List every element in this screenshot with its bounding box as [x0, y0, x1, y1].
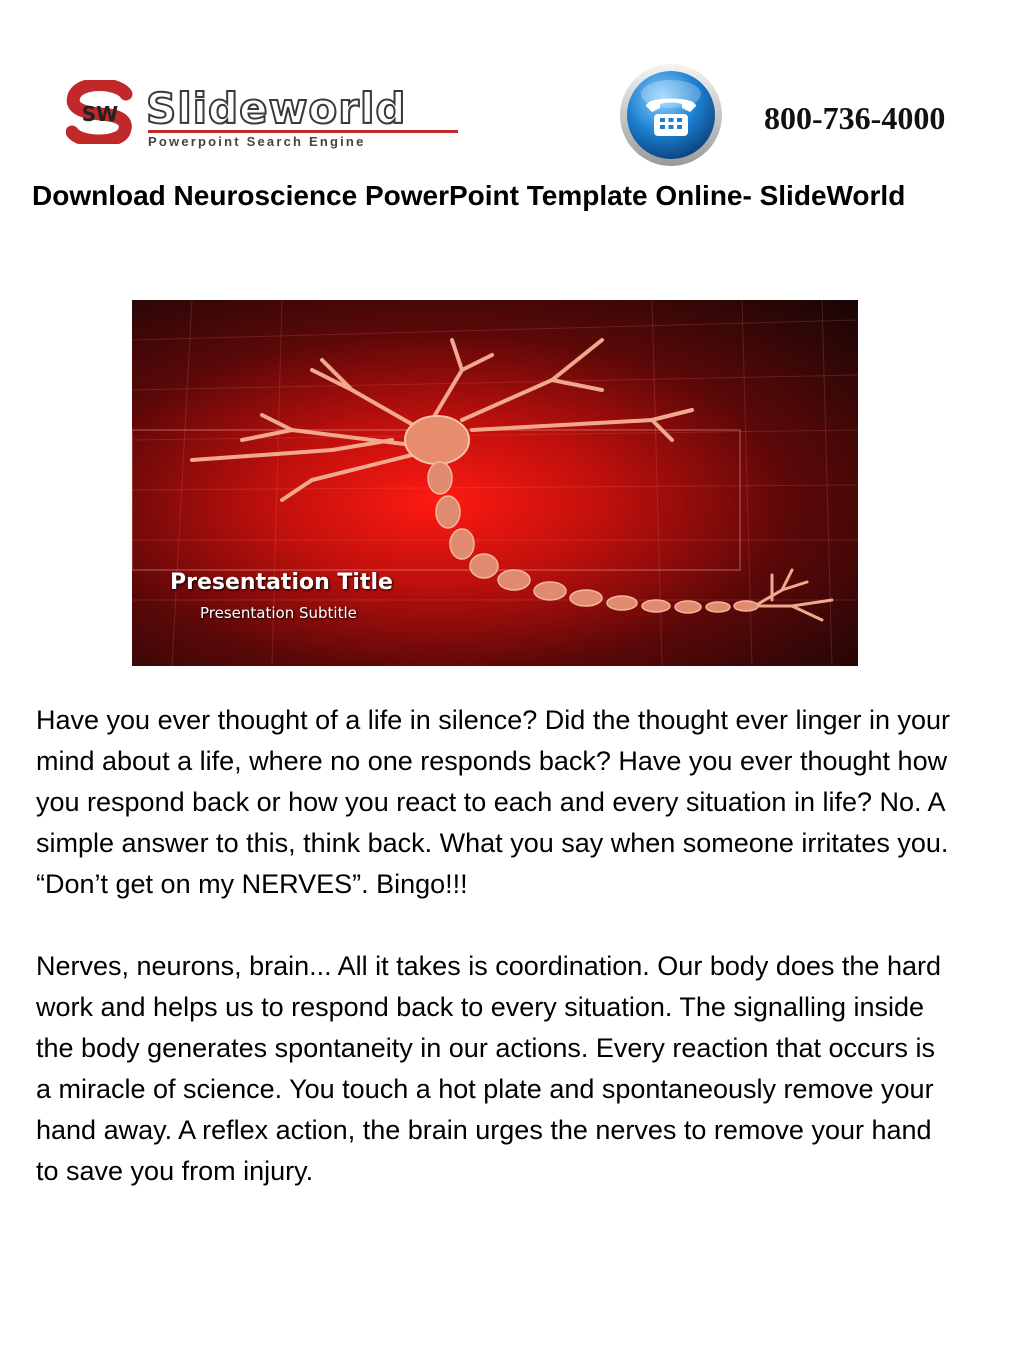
paragraph: Nerves, neurons, brain... All it takes is coordination. Our body does the hard work and helps us to respond back to every situation. The signalling inside the body generates spontaneity in our actions. Every reaction that occurs is a miracle of science. You touch a hot plate and spontaneously remove your hand away. A reflex action, the brain urges the nerves to remove your hand to save you from injury.	[36, 951, 941, 1186]
slide-subtitle: Presentation Subtitle	[200, 604, 357, 622]
slideworld-wordmark: Slideworld	[146, 84, 407, 133]
slideworld-logo-letters: SW	[81, 102, 119, 126]
page-title: Download Neuroscience PowerPoint Template Online- SlideWorld	[32, 180, 906, 211]
slide-title: Presentation Title	[170, 570, 393, 595]
paragraph: Have you ever thought of a life in silence? Did the thought ever linger in your mind about a life, where no one responds back? Have you ever thought how you respond back or how you react to each and every situation in life? No. A simple answer to this, think back. What you say when someone irritates you. “Don’t get on my NERVES”. Bingo!!!	[36, 705, 951, 899]
telephone-icon[interactable]	[618, 62, 724, 168]
slide-preview-image	[132, 300, 858, 666]
slideworld-logo-mark	[66, 80, 134, 144]
article-body	[36, 700, 956, 1233]
slideworld-tagline: Powerpoint Search Engine	[148, 130, 458, 149]
slideworld-logo[interactable]	[66, 78, 466, 148]
phone-number[interactable]: 800-736-4000	[764, 100, 946, 136]
